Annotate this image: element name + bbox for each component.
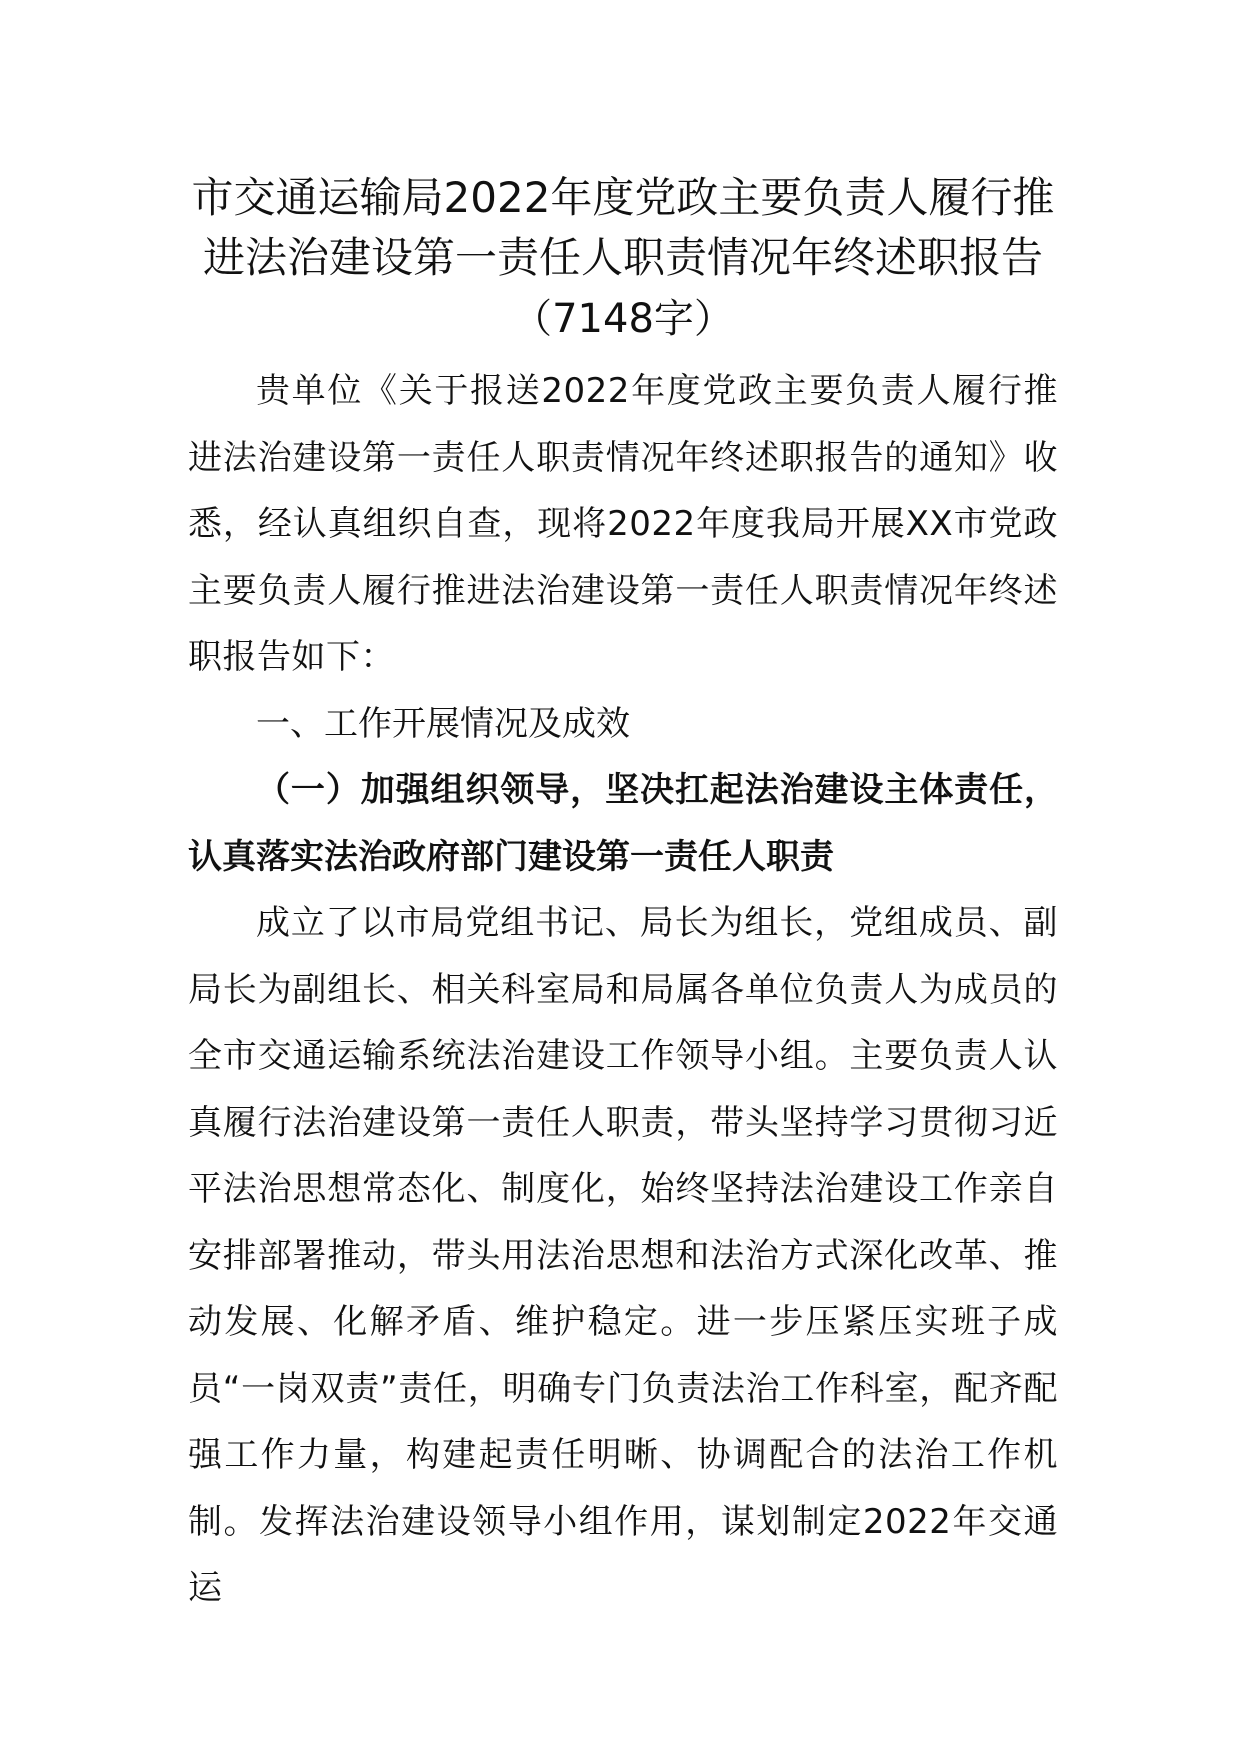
document-title: 市交通运输局2022年度党政主要负责人履行推进法治建设第一责任人职责情况年终述职报告 (191, 173, 1055, 282)
document-body (188, 168, 1058, 1622)
word-count: （7148字） (512, 296, 734, 342)
subsection-heading: （一）加强组织领导，坚决扛起法治建设主体责任，认真落实法治政府部门建设第一责任人职责 (188, 770, 1058, 877)
section-heading: 一、工作开展情况及成效 (256, 703, 630, 744)
intro-paragraph: 贵单位《关于报送2022年度党政主要负责人履行推进法治建设第一责任人职责情况年终述职报告的通知》收悉，经认真组织自查，现将2022年度我局开展XX市党政主要负责人履行推进法治建设第一责任人职责情况年终述职报告如下： (188, 371, 1058, 677)
body-paragraph: 成立了以市局党组书记、局长为组长，党组成员、副局长为副组长、相关科室局和局属各单位负责人为成员的全市交通运输系统法治建设工作领导小组。主要负责人认真履行法治建设第一责任人职责，带头坚持学习贯彻习近平法治思想常态化、制度化，始终坚持法治建设工作亲自安排部署推动，带头用法治思想和法治方式深化改革、推动发展、化解矛盾、维护稳定。进一步压紧压实班子成员“一岗双责”责任，明确专门负责法治工作科室，配齐配强工作力量，构建起责任明晰、协调配合的法治工作机制。发挥法治建设领导小组作用，谋划制定2022年交通运 (188, 903, 1058, 1608)
